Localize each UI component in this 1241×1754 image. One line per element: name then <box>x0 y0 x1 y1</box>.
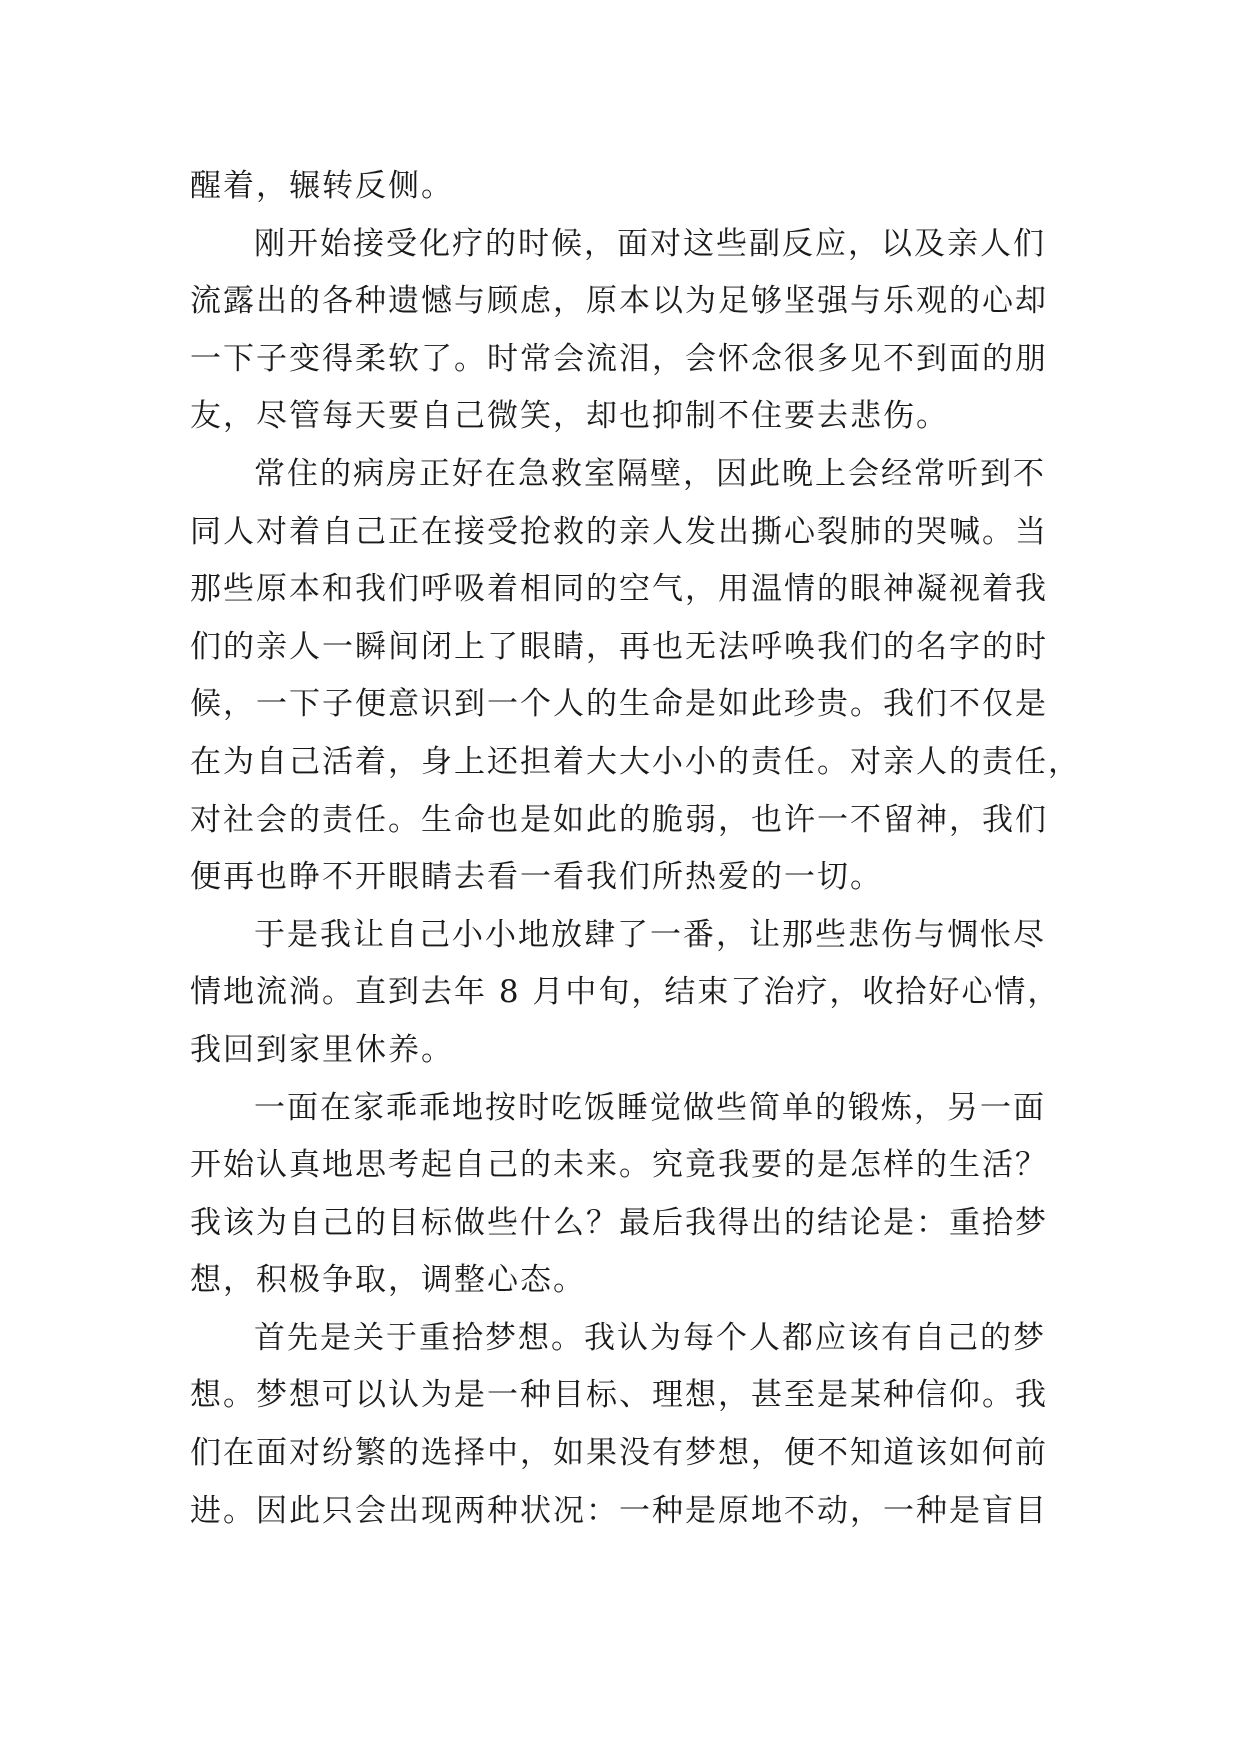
text-line: 候，一下子便意识到一个人的生命是如此珍贵。我们不仅是 <box>190 686 1048 723</box>
text-line: 情地流淌。直到去年 8 月中旬，结束了治疗，收拾好心情， <box>190 974 1061 1011</box>
text-line: 那些原本和我们呼吸着相同的空气，用温情的眼神凝视着我 <box>190 571 1048 608</box>
text-line: 想，积极争取，调整心态。 <box>190 1262 586 1299</box>
text-line: 一面在家乖乖地按时吃饭睡觉做些简单的锻炼，另一面 <box>254 1089 1046 1126</box>
text-line: 首先是关于重拾梦想。我认为每个人都应该有自己的梦 <box>254 1319 1046 1356</box>
text-line: 进。因此只会出现两种状况：一种是原地不动，一种是盲目 <box>190 1492 1048 1529</box>
text-line: 同人对着自己正在接受抢救的亲人发出撕心裂肺的哭喊。当 <box>190 513 1048 550</box>
text-line: 我该为自己的目标做些什么？最后我得出的结论是：重拾梦 <box>190 1204 1048 1241</box>
text-line: 们在面对纷繁的选择中，如果没有梦想，便不知道该如何前 <box>190 1435 1048 1472</box>
text-line: 常住的病房正好在急救室隔壁，因此晚上会经常听到不 <box>254 455 1046 492</box>
text-line: 想。梦想可以认为是一种目标、理想，甚至是某种信仰。我 <box>190 1377 1048 1414</box>
text-line: 对社会的责任。生命也是如此的脆弱，也许一不留神，我们 <box>190 801 1048 838</box>
text-line: 流露出的各种遗憾与顾虑，原本以为足够坚强与乐观的心却 <box>190 283 1048 320</box>
text-line: 于是我让自己小小地放肆了一番，让那些悲伤与惆怅尽 <box>254 916 1046 953</box>
text-line: 便再也睁不开眼睛去看一看我们所热爱的一切。 <box>190 859 883 896</box>
text-line: 一下子变得柔软了。时常会流泪，会怀念很多见不到面的朋 <box>190 340 1048 377</box>
text-line: 们的亲人一瞬间闭上了眼睛，再也无法呼唤我们的名字的时 <box>190 628 1048 665</box>
text-line: 在为自己活着，身上还担着大大小小的责任。对亲人的责任， <box>190 743 1081 780</box>
text-line: 刚开始接受化疗的时候，面对这些副反应，以及亲人们 <box>254 225 1046 262</box>
text-line: 醒着，辗转反侧。 <box>190 168 454 204</box>
text-line: 友，尽管每天要自己微笑，却也抑制不住要去悲伤。 <box>190 398 949 435</box>
text-line: 开始认真地思考起自己的未来。究竟我要的是怎样的生活？ <box>190 1147 1048 1184</box>
text-line: 我回到家里休养。 <box>190 1031 454 1068</box>
body-text <box>190 158 1081 1540</box>
